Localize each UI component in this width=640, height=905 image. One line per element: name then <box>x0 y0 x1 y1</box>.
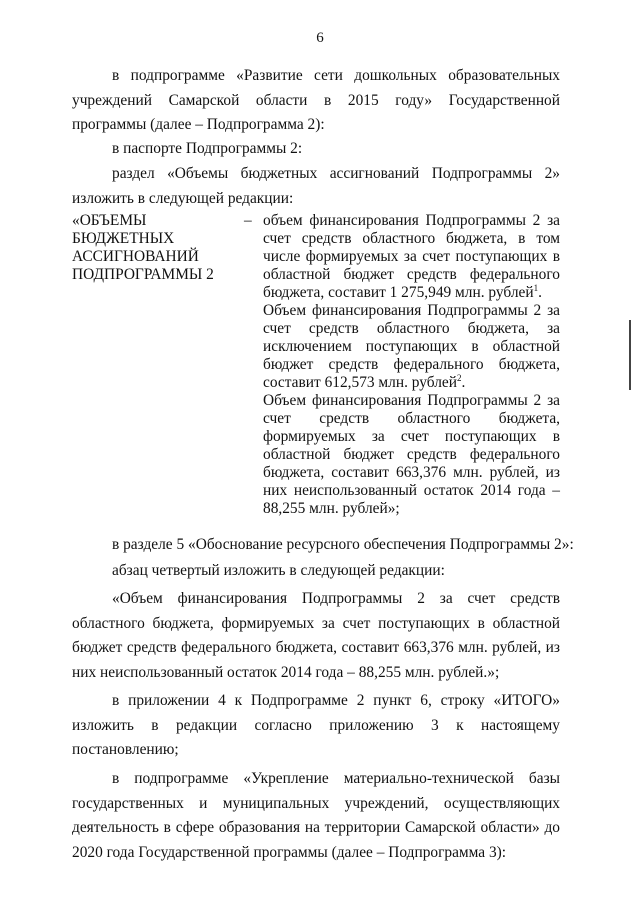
table-right-cell <box>263 212 560 518</box>
table-left-line: ПОДПРОГРАММЫ 2 <box>72 266 214 283</box>
funding-federal-paragraph: Объем финансирования Подпрограммы 2 за счет средств областного бюджета, формируемых за счет поступающих в областной бюджет средств федерального бюджета, составит 663,376 млн. рублей, из них неиспользованный остаток 2014 года – 88,255 млн. рублей»; <box>263 392 560 517</box>
paragraph4-line: абзац четвертый изложить в следующей редакции: <box>112 562 445 579</box>
appendix-paragraph: в приложении 4 к Подпрограмме 2 пункт 6, строку «ИТОГО» изложить в редакции согласно приложению 3 к настоящему постановлению; <box>72 692 560 758</box>
table-left-line: АССИГНОВАНИЙ <box>72 248 199 265</box>
subprogram3-paragraph: в подпрограмме «Укрепление материально-технической базы государственных и муниципальных учреждений, осуществляющих деятельность в сфере образования на территории Самарской области» до 2020 года Государственной программы (далее – Подпрограмма 3): <box>72 770 560 861</box>
table-left-line: БЮДЖЕТНЫХ <box>72 230 175 247</box>
section5-line: в разделе 5 «Обоснование ресурсного обеспечения Подпрограммы 2»: <box>112 536 574 553</box>
table-dash: – <box>244 212 252 229</box>
footnote-mark-1: 1 <box>533 282 539 293</box>
table-left-line: «ОБЪЕМЫ <box>72 212 147 229</box>
table-left-cell <box>72 212 252 284</box>
passport-line: в паспорте Подпрограммы 2: <box>112 140 303 157</box>
intro-paragraph: в подпрограмме «Развитие сети дошкольных образовательных учреждений Самарской области в 2015 году» Государственной программы (далее – Подпрограмма 2): <box>72 67 560 133</box>
scan-margin-mark <box>629 320 631 390</box>
funding-regional-paragraph: Объем финансирования Подпрограммы 2 за счет средств областного бюджета, за исключением поступающих в областной бюджет средств федерального бюджета, составит 612,573 млн. рублей$^2$. <box>263 302 560 391</box>
quote-paragraph: «Объем финансирования Подпрограммы 2 за счет средств областного бюджета, формируемых за счет поступающих в областной бюджет средств федерального бюджета, составит 663,376 млн. рублей, из них неиспользованный остаток 2014 года – 88,255 млн. рублей.»; <box>72 590 560 681</box>
page-number: 6 <box>316 30 324 46</box>
footnote-mark-2: 2 <box>456 372 462 383</box>
section-title-paragraph: раздел «Объемы бюджетных ассигнований Подпрограммы 2» изложить в следующей редакции: <box>72 165 560 207</box>
funding-total-paragraph: объем финансирования Подпрограммы 2 за счет средств областного бюджета, в том числе формируемых за счет поступающих в областной бюджет средств федерального бюджета, составит 1 275,949 млн. рублей$^1$. <box>263 212 560 301</box>
